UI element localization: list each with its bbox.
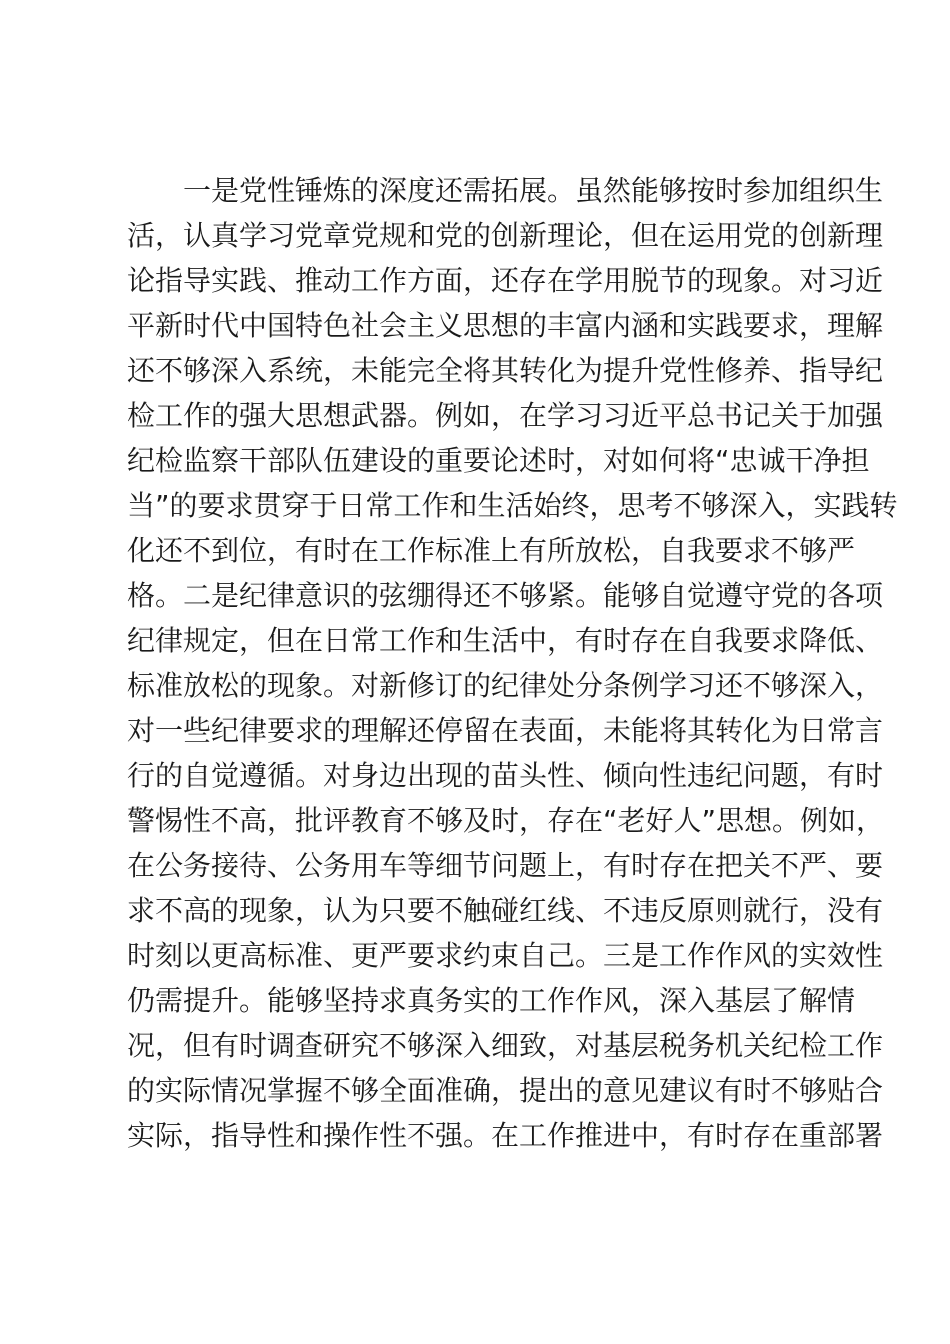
text-line: 求不高的现象，认为只要不触碰红线、不违反原则就行，没有 xyxy=(127,894,884,927)
body-paragraph xyxy=(127,168,898,1158)
text-line: 纪律规定，但在日常工作和生活中，有时存在自我要求降低、 xyxy=(127,624,884,657)
text-line: 一是党性锤炼的深度还需拓展。虽然能够按时参加组织生 xyxy=(183,174,884,207)
text-line: 实际，指导性和操作性不强。在工作推进中，有时存在重部署 xyxy=(127,1119,884,1152)
text-line: 对一些纪律要求的理解还停留在表面，未能将其转化为日常言 xyxy=(127,714,884,747)
text-line: 况，但有时调查研究不够深入细致，对基层税务机关纪检工作 xyxy=(127,1029,884,1062)
text-line: 在公务接待、公务用车等细节问题上，有时存在把关不严、要 xyxy=(127,849,884,882)
text-line: 活，认真学习党章党规和党的创新理论，但在运用党的创新理 xyxy=(127,219,884,252)
text-line: 警惕性不高，批评教育不够及时，存在“老好人”思想。例如， xyxy=(127,804,885,837)
text-line: 检工作的强大思想武器。例如，在学习习近平总书记关于加强 xyxy=(127,399,884,432)
text-line: 化还不到位，有时在工作标准上有所放松，自我要求不够严 xyxy=(127,534,856,567)
text-line: 标准放松的现象。对新修订的纪律处分条例学习还不够深入， xyxy=(127,669,884,702)
text-line: 纪检监察干部队伍建设的重要论述时，对如何将“忠诚干净担 xyxy=(127,444,870,477)
text-line: 行的自觉遵循。对身边出现的苗头性、倾向性违纪问题，有时 xyxy=(127,759,884,792)
text-line: 论指导实践、推动工作方面，还存在学用脱节的现象。对习近 xyxy=(127,264,884,297)
text-line: 仍需提升。能够坚持求真务实的工作作风，深入基层了解情 xyxy=(127,984,856,1017)
text-line: 平新时代中国特色社会主义思想的丰富内涵和实践要求，理解 xyxy=(127,309,884,342)
text-line: 格。二是纪律意识的弦绷得还不够紧。能够自觉遵守党的各项 xyxy=(127,579,884,612)
text-line: 还不够深入系统，未能完全将其转化为提升党性修养、指导纪 xyxy=(127,354,884,387)
text-line: 时刻以更高标准、更严要求约束自己。三是工作作风的实效性 xyxy=(127,939,884,972)
text-line: 当”的要求贯穿于日常工作和生活始终，思考不够深入，实践转 xyxy=(127,489,898,522)
text-line: 的实际情况掌握不够全面准确，提出的意见建议有时不够贴合 xyxy=(127,1074,884,1107)
